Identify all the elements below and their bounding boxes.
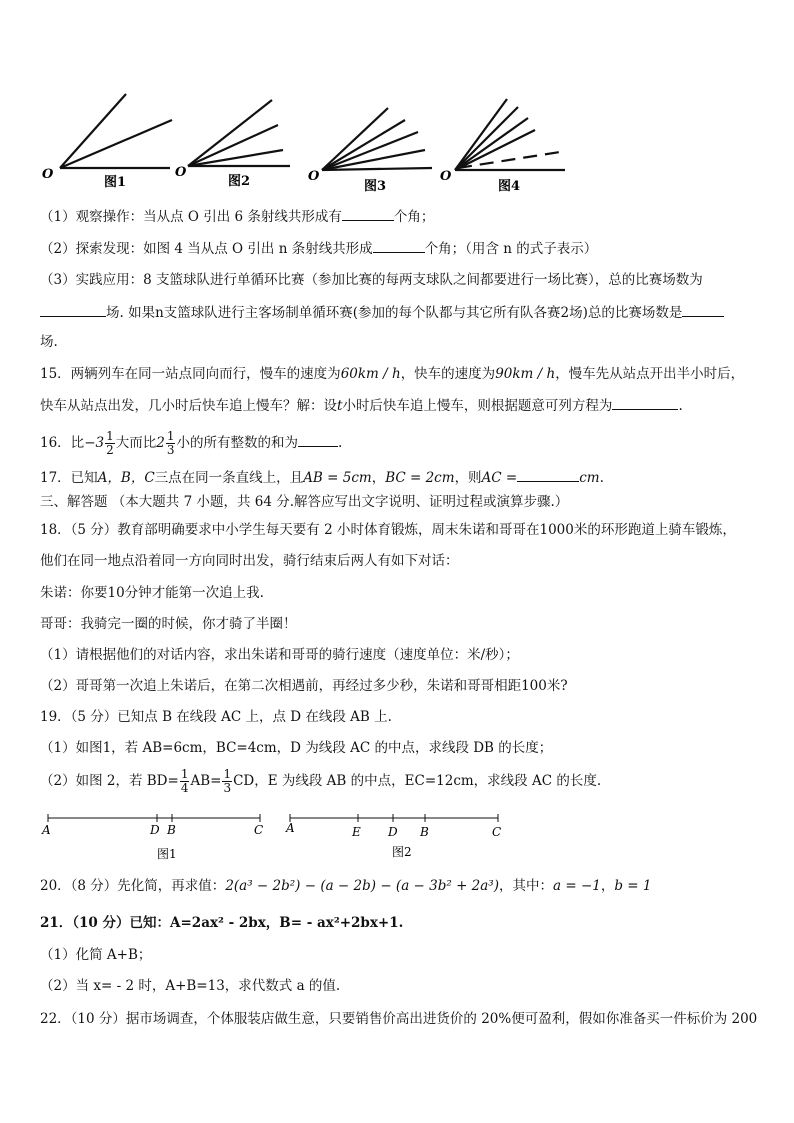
q17-text-c: ，则 [454, 470, 482, 486]
q21-line1: 21．（10 分）已知：A=2ax² - 2bx，B= - ax²+2bx+1. [40, 915, 404, 931]
q16-num2: 2 [156, 435, 165, 451]
q15-speed-fast: 90km / h [495, 366, 556, 382]
q17-points: A，B，C [97, 470, 155, 486]
q15-text-c: ，慢车先从站点开出半小时后， [555, 366, 745, 382]
q19-line2: （1）如图1，若 AB=6cm，BC=4cm，D 为线段 AC 的中点，求线段 DB 的长度； [40, 740, 553, 756]
q15-text-e: 小时后快车追上慢车，则根据题意可列方程为 [342, 398, 613, 414]
q19-line1: 19．（5 分）已知点 B 在线段 AC 上，点 D 在线段 AB 上. [40, 709, 392, 725]
q21-line2: （1）化简 A+B； [40, 947, 152, 963]
q20-value-a: a = −1 [553, 878, 601, 894]
q17-text-b: 三点在同一条直线上，且 [154, 470, 304, 486]
q18-text-e: （2）哥哥第一次追上朱诺后，在第二次相遇前，再经过多少秒，朱诺和哥哥相距 [40, 678, 522, 694]
fig2-point-e: E [352, 825, 361, 839]
fig2-point-a: A [286, 821, 295, 835]
figure-4 [455, 99, 565, 170]
q17-unit: cm [579, 470, 600, 486]
q18-line5: （1）请根据他们的对话内容，求出朱诺和哥哥的骑行速度（速度单位：米/秒）； [40, 647, 519, 663]
section-3-heading: 三、解答题 （本大题共 7 小题，共 64 分.解答应写出文字说明、证明过程或演算步骤.） [40, 494, 569, 510]
q17-text-a: 17．已知 [40, 470, 98, 486]
figure-3 [322, 108, 432, 170]
q19-frac2: $\frac{1}{3}$ [223, 767, 232, 795]
q16-frac2: $\frac{1}{3}$ [166, 429, 175, 457]
q15-speed-slow: 60km / h [340, 366, 401, 382]
q18-text-a: 18．（5 分）教育部明确要求中小学生每天要有 2 小时体育锻炼，周末朱诺和哥哥在 [40, 522, 540, 538]
q22-line1: 22．（10 分）据市场调查，个体服装店做生意，只要销售价高出进货价的 20%便可盈利，假如你准备买一件标价为 200 [40, 1011, 758, 1027]
figure-label-1: 图1 [104, 175, 127, 190]
fig1-point-b: B [167, 823, 176, 837]
q18-line1 [40, 520, 736, 540]
q18-text-b: 米的环形跑道上骑车锻炼， [573, 522, 736, 538]
q14-part3-cont [40, 302, 724, 323]
q17-ac: AC = [481, 470, 518, 486]
fig1-point-d: D [150, 823, 160, 837]
q16-text-a: 16．比 [40, 435, 85, 451]
q14-p2-end: 个角；（用含 n 的式子表示） [424, 241, 598, 257]
q14-p3-blank2[interactable] [682, 302, 724, 317]
point-o-label-3: O [308, 169, 320, 184]
figure-label-3: 图3 [364, 179, 387, 194]
q17-line [40, 467, 604, 488]
q18-text-f: 米? [546, 678, 568, 694]
q14-part3-end [40, 332, 58, 352]
q15-text-d: 快车从站点出发，几小时后快车追上慢车？解：设 [40, 398, 337, 414]
ray-figures [0, 80, 794, 200]
q16-frac1: $\frac{1}{2}$ [106, 429, 114, 457]
q15-text-b: ，快车的速度为 [400, 366, 496, 382]
q14-p1-text: （1）观察操作：当从点 O 引出 6 条射线共形成有 [40, 209, 342, 225]
q15-end: . [678, 398, 683, 414]
q17-end: . [599, 470, 604, 486]
fig1-point-a: A [42, 823, 51, 837]
segment-figure-2 [290, 814, 498, 822]
q20-sep: ， [600, 878, 615, 894]
q17-blank[interactable] [517, 467, 579, 482]
q18-line4: 哥哥：我骑完一圈的时候，你才骑了半圈！ [40, 616, 297, 632]
q16-num1: −3 [84, 435, 105, 451]
q18-text-c: 朱诺：你要 [40, 585, 108, 601]
figure-2 [188, 100, 290, 166]
fig2-point-c: C [492, 825, 502, 839]
q17-ab: AB = 5cm [303, 470, 372, 486]
q18-distance: 1000 [539, 522, 574, 538]
q14-p1-end: 个角； [393, 209, 435, 225]
q15-text-a: 15．两辆列车在同一站点同向而行，慢车的速度为 [40, 366, 341, 382]
figure-1 [60, 94, 172, 168]
q20-value-b: b = 1 [614, 878, 652, 894]
q19-segment-figures [0, 808, 794, 868]
q20-text-b: ，其中： [499, 878, 553, 894]
q20-text-a: 20．（8 分）先化简，再求值： [40, 878, 226, 894]
q16-blank[interactable] [298, 432, 338, 447]
q14-p2-text: （2）探索发现：如图 4 当从点 O 引出 n 条射线共形成 [40, 241, 373, 257]
q15-var: t [337, 398, 343, 414]
q14-p2-blank[interactable] [373, 238, 425, 253]
fig1-label: 图1 [157, 847, 177, 861]
q15-blank[interactable] [612, 395, 678, 410]
fig1-point-c: C [254, 823, 264, 837]
q21-line3: （2）当 x= - 2 时，A+B=13，求代数式 a 的值. [40, 978, 341, 994]
q14-p3b-text: 场. 如果n支篮球队进行主客场制单循环赛(参加的每个队都与其它所有队各赛2场)总的比赛场数是 [106, 305, 683, 321]
q17-sep: ， [371, 470, 386, 486]
q19-line3 [40, 766, 601, 796]
point-o-label-1: O [42, 167, 54, 182]
q19-text-b: AB= [190, 773, 222, 789]
q14-p3-text: （3）实践应用：8 支篮球队进行单循环比赛（参加比赛的每两支球队之间都要进行一场比赛），总的比赛场数为 [40, 272, 703, 288]
q20-expression: 2(a³ − 2b²) − (a − 2b) − (a − 3b² + 2a³) [225, 878, 499, 894]
q18-line3 [40, 583, 264, 603]
point-o-label-4: O [440, 169, 452, 184]
q18-line6 [40, 676, 568, 696]
q18-minutes: 10 [107, 585, 125, 601]
fig2-point-b: B [420, 825, 429, 839]
q16-text-b: 大而比 [115, 435, 157, 451]
q17-bc: BC = 2cm [385, 470, 455, 486]
q14-part1 [40, 206, 434, 227]
point-o-label-2: O [175, 165, 187, 180]
q14-p3c-text: 场. [40, 334, 58, 350]
q18-line2: 他们在同一地点沿着同一方向同时出发，骑行结束后两人有如下对话： [40, 553, 459, 569]
q15-line1 [40, 364, 744, 384]
q19-text-a: （2）如图 2，若 BD= [40, 773, 179, 789]
q18-gap: 100 [521, 678, 547, 694]
figure-label-4: 图4 [498, 179, 521, 194]
q16-text-c: 小的所有整数的和为 [176, 435, 298, 451]
fig2-label: 图2 [392, 845, 412, 859]
q18-text-d: 分钟才能第一次追上我. [124, 585, 264, 601]
q14-part2 [40, 238, 597, 259]
segment-figure-1 [48, 814, 260, 822]
q16-end: . [337, 435, 343, 451]
figure-label-2: 图2 [228, 174, 251, 189]
q19-text-c: CD，E 为线段 AB 的中点，EC=12cm，求线段 AC 的长度. [233, 773, 602, 789]
q20-line [40, 876, 651, 896]
q14-p3-blank1[interactable] [40, 302, 106, 317]
q14-p1-blank[interactable] [342, 206, 394, 221]
q15-line2 [40, 395, 683, 416]
fig2-point-d: D [388, 825, 398, 839]
q16-line [40, 428, 342, 458]
q14-part3 [40, 270, 703, 290]
q19-frac1: $\frac{1}{4}$ [180, 767, 189, 795]
